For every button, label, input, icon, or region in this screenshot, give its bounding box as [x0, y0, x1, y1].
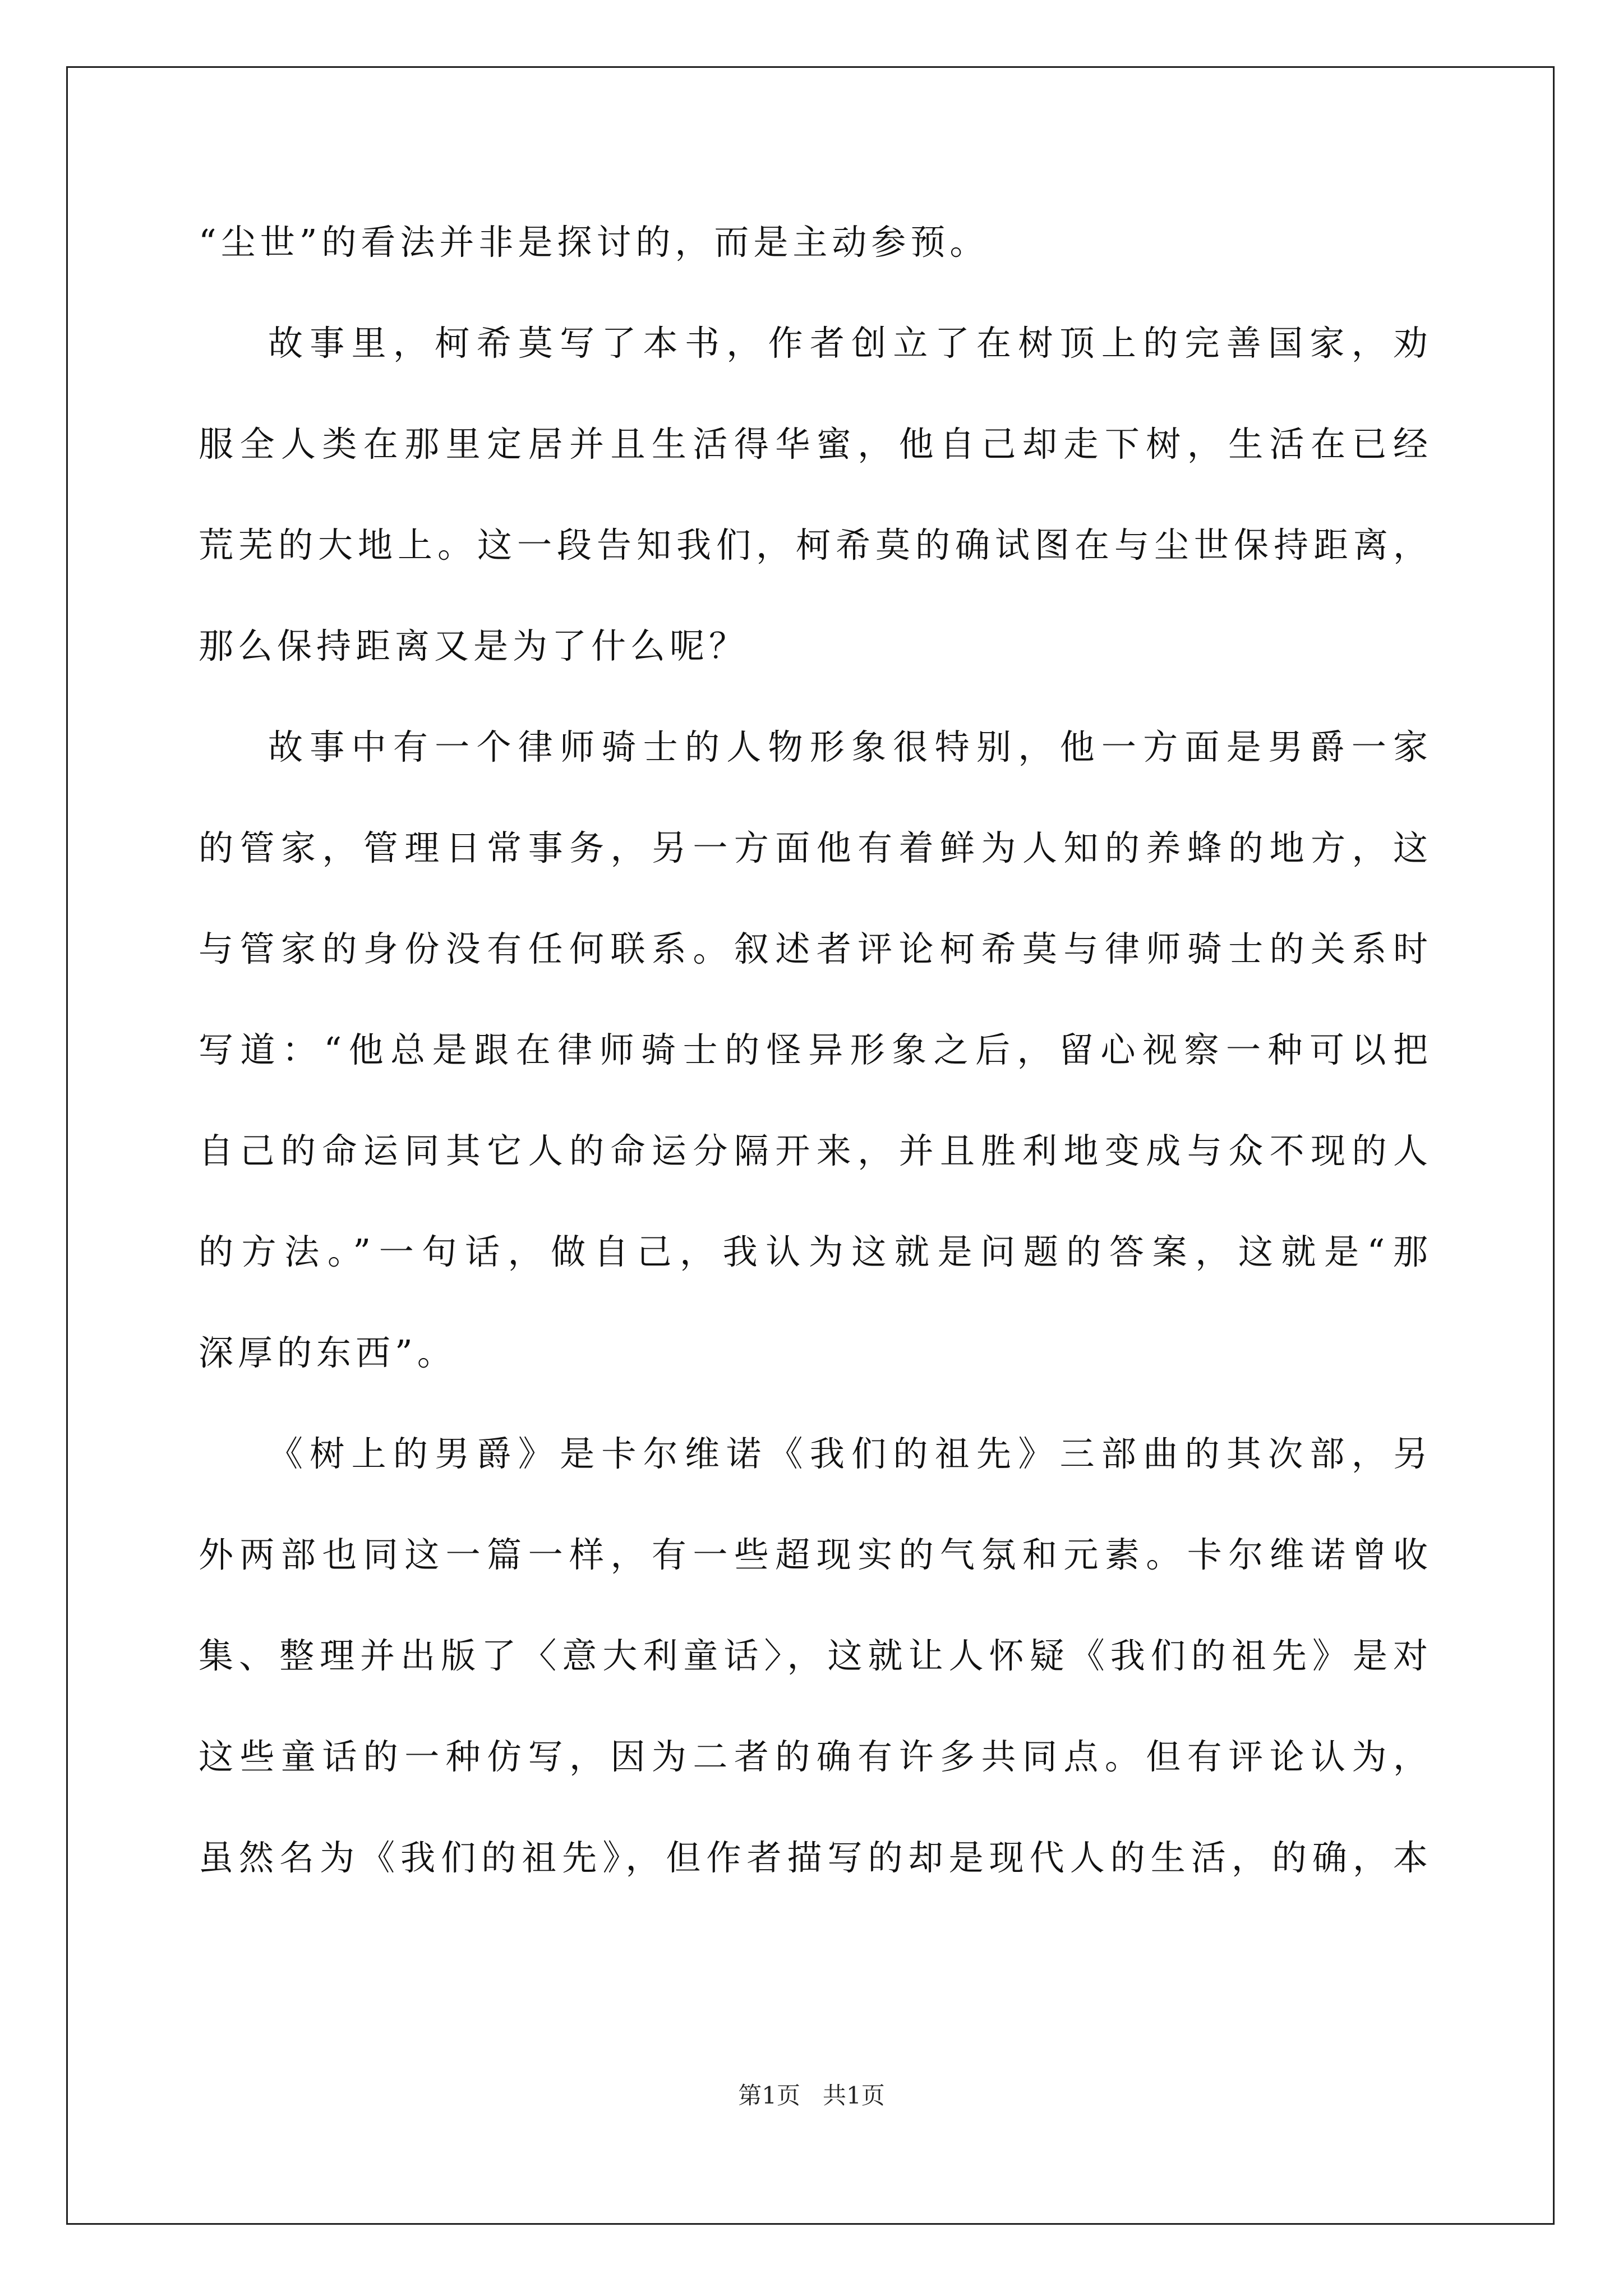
text-line: 《树上的男爵》是卡尔维诺《我们的祖先》三部曲的其次部，另 [268, 1433, 1432, 1474]
text-line: 与管家的身份没有任何联系。叙述者评论柯希莫与律师骑士的关系时 [199, 928, 1432, 969]
text-line: 写道：“他总是跟在律师骑士的怪异形象之后，留心视察一种可以把 [199, 1029, 1432, 1070]
page-number: 第1页 [738, 2082, 800, 2109]
text-line: “尘世”的看法并非是探讨的，而是主动参预。 [199, 222, 989, 263]
text-line: 自己的命运同其它人的命运分隔开来，并且胜利地变成与众不现的人 [199, 1130, 1432, 1171]
text-line: 这些童话的一种仿写，因为二者的确有许多共同点。但有评论认为， [199, 1736, 1432, 1777]
text-line: 的管家，管理日常事务，另一方面他有着鲜为人知的养蜂的地方，这 [199, 827, 1432, 868]
text-line: 外两部也同这一篇一样，有一些超现实的气氛和元素。卡尔维诺曾收 [199, 1534, 1432, 1575]
text-line: 深厚的东西”。 [199, 1332, 457, 1373]
text-line: 的方法。”一句话，做自己，我认为这就是问题的答案，这就是“那 [199, 1231, 1432, 1272]
page-total: 共1页 [823, 2082, 885, 2109]
text-line: 那么保持距离又是为了什么呢？ [199, 625, 749, 666]
text-line: 荒芜的大地上。这一段告知我们，柯希莫的确试图在与尘世保持距离， [199, 524, 1432, 565]
text-line: 服全人类在那里定居并且生活得华蜜，他自己却走下树，生活在已经 [199, 424, 1432, 464]
page-footer [0, 2080, 1623, 2111]
text-line: 虽然名为《我们的祖先》，但作者描写的却是现代人的生活，的确，本 [199, 1837, 1432, 1878]
text-line: 故事中有一个律师骑士的人物形象很特别，他一方面是男爵一家 [268, 726, 1432, 767]
text-line: 集、整理并出版了〈意大利童话〉，这就让人怀疑《我们的祖先》是对 [199, 1635, 1432, 1676]
text-line: 故事里，柯希莫写了本书，作者创立了在树顶上的完善国家，劝 [268, 323, 1432, 364]
